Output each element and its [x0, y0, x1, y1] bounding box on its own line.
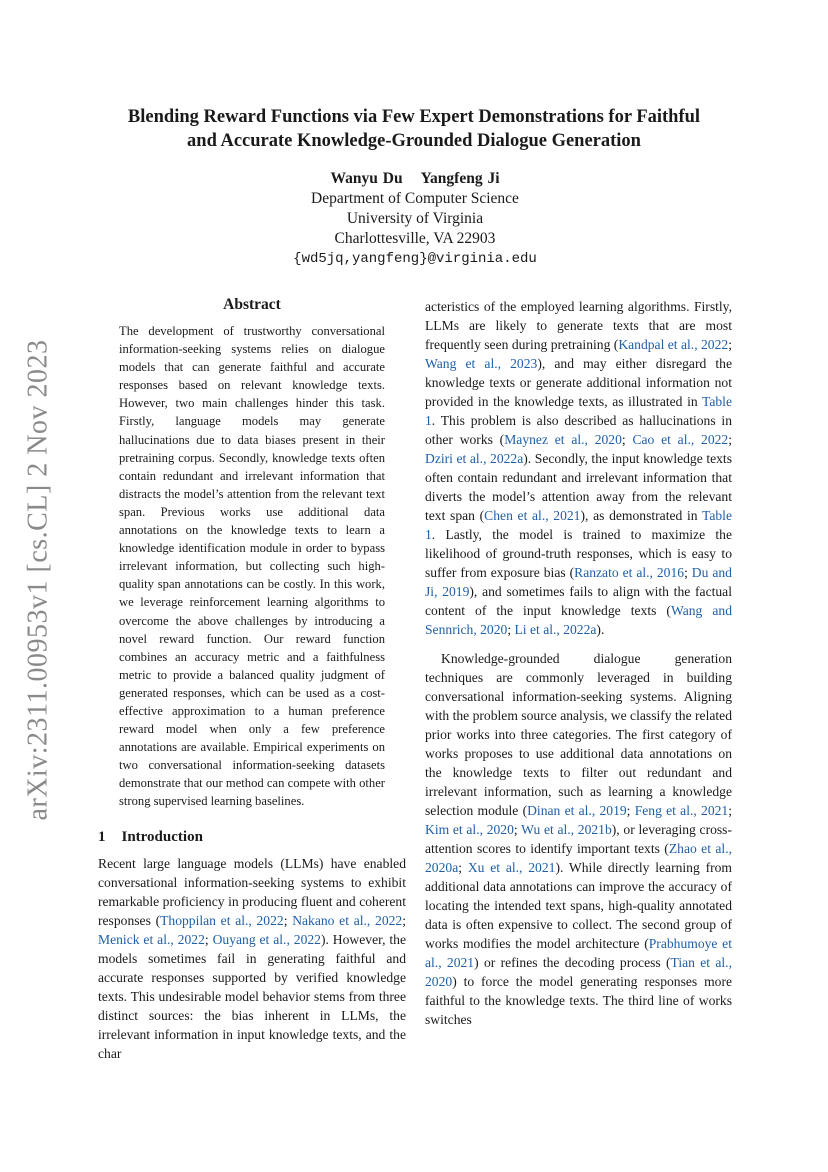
text-run: ; [513, 822, 522, 837]
text-run: ; [507, 622, 515, 637]
citation-link[interactable]: Menick et al., 2022 [98, 931, 205, 947]
arxiv-identifier: arXiv:2311.00953v1 [cs.CL] 2 Nov 2023 [22, 339, 53, 821]
text-run: acteristics of the employed learning algorithms. Firstly, LLMs are likely to generate texts that are most frequently seen during pretraining ( [425, 299, 732, 352]
arxiv-identifier-stamp [18, 330, 58, 830]
citation-link[interactable]: Chen et al., 2021 [484, 508, 581, 523]
citation-link[interactable]: Kim et al., 2020 [425, 822, 514, 837]
citation-link[interactable]: Du and Ji, 2019 [425, 565, 732, 599]
citation-link[interactable]: Prabhumoye et al., 2021 [425, 936, 732, 970]
section-title: Introduction [121, 828, 203, 845]
table-reference-link[interactable]: Table 1 [425, 394, 732, 428]
citation-link[interactable]: Li et al., 2022a [514, 622, 597, 637]
text-run: Recent large language models (LLMs) have enabled conversational information-seeking systems to exhibit remarkable proficiency in producing fluent and coherent responses ( [98, 855, 406, 928]
citation-link[interactable]: Feng et al., 2021 [634, 803, 729, 818]
text-run: ; [204, 931, 213, 947]
citation-link[interactable]: Wang and Sennrich, 2020 [425, 603, 733, 637]
text-run: . This problem is also described as hallucinations in other works ( [425, 413, 732, 447]
text-run: ; [684, 565, 692, 580]
text-run: ; [728, 337, 732, 352]
text-run: ; [621, 432, 633, 447]
section-heading-introduction [98, 829, 406, 846]
text-run: ) to force the model generating responses more faithful to the knowledge texts. The third line of works switches [425, 974, 732, 1027]
text-run: ), or leveraging cross-attention scores to identify important texts ( [425, 822, 732, 856]
text-run: ; [458, 860, 468, 875]
text-run: ). [596, 622, 605, 637]
text-run: ), and may either disregard the knowledge texts or generate additional information not provided in the knowledge texts, as illustrated in [425, 356, 732, 409]
intro-paragraph-1-continued [425, 297, 732, 639]
intro-paragraph-1 [98, 854, 406, 1063]
text-run: ), and sometimes fails to align with the factual content of the input knowledge texts ( [425, 584, 732, 618]
section-number: 1 [98, 828, 106, 845]
right-column [425, 297, 732, 1029]
citation-link[interactable]: Dinan et al., 2019 [527, 803, 627, 818]
paper-title [60, 105, 768, 153]
citation-link[interactable]: Wu et al., 2021b [521, 822, 612, 837]
author-1: Wanyu Du [330, 170, 403, 187]
text-run: ; [728, 803, 732, 818]
citation-link[interactable]: Zhao et al., 2020a [425, 841, 732, 875]
author-university: University of Virginia [346, 210, 484, 227]
author-location: Charlottesville, VA 22903 [334, 230, 496, 247]
text-run: . Lastly, the model is trained to maximize the likelihood of ground-truth responses, which is easy to suffer from exposure bias ( [425, 527, 732, 580]
intro-paragraph-2 [425, 649, 732, 1029]
title-line-1: Blending Reward Functions via Few Expert Demonstrations for Faithful [127, 107, 701, 127]
citation-link[interactable]: Ouyang et al., 2022 [212, 931, 321, 947]
author-names [260, 169, 570, 189]
text-run: ), as demonstrated in [580, 508, 702, 523]
citation-link[interactable]: Tian et al., 2020 [425, 955, 732, 989]
text-run: ). However, the models sometimes fail in generating faithful and accurate responses supported by verified knowledge texts. This undesirable model behavior stems from three distinct sources: the bias inherent in LLMs, the irrelevant information in input knowledge texts, and the char [98, 931, 407, 1061]
author-block [260, 169, 570, 269]
citation-link[interactable]: Thoppilan et al., 2022 [160, 912, 284, 928]
citation-link[interactable]: Wang et al., 2023 [425, 356, 538, 371]
text-run: ) or refines the decoding process ( [474, 955, 671, 970]
text-run: ; [626, 803, 635, 818]
text-run: ; [402, 912, 406, 928]
table-reference-link[interactable]: Table 1 [425, 508, 732, 542]
citation-link[interactable]: Maynez et al., 2020 [504, 432, 622, 447]
text-run: ). Secondly, the input knowledge texts often contain redundant and irrelevant information that diverts the model’s attention away from the relevant text span ( [425, 451, 732, 523]
text-run: ; [728, 432, 732, 447]
citation-link[interactable]: Kandpal et al., 2022 [618, 337, 729, 352]
abstract-heading: Abstract [223, 296, 281, 313]
author-department: Department of Computer Science [311, 190, 519, 207]
citation-link[interactable]: Dziri et al., 2022a [425, 451, 524, 466]
author-2: Yangfeng Ji [420, 170, 500, 187]
author-email: {wd5jq,yangfeng}@virginia.edu [293, 251, 537, 267]
citation-link[interactable]: Xu et al., 2021 [467, 860, 556, 875]
text-run: ; [283, 912, 293, 928]
text-run: Knowledge-grounded dialogue generation techniques are commonly leveraged in building conversational information-seeking systems. Aligning with the problem source analysis, we classify the related prior works into three categories. The first category of works proposes to use additional data annotations on the knowledge texts to filter out redundant and irrelevant information, such as learning a knowledge selection module ( [425, 651, 732, 818]
citation-link[interactable]: Ranzato et al., 2016 [574, 565, 685, 580]
title-line-2: and Accurate Knowledge-Grounded Dialogue Generation [187, 131, 641, 151]
text-run: ). While directly learning from additional data annotations can improve the accuracy of locating the intended text spans, high-quality annotated data is often expensive to collect. The second group of works modifies the model architecture ( [425, 860, 732, 951]
left-column [98, 296, 406, 1063]
abstract-text: The development of trustworthy conversational information-seeking systems relies on dialogue models that can generate faithful and accurate responses based on relevant knowledge texts. However, two main challenges hinder this task. Firstly, language models may generate hallucinations due to data biases present in their pretraining corpus. Secondly, knowledge texts often contain redundant and irrelevant information that distracts the model’s attention from the relevant text span. Previous works use additional data annotations on the knowledge texts to learn a knowledge identification module in order to bypass irrelevant information, but collecting such high-quality span annotations can be costly. In this work, we leverage reinforcement learning algorithms to overcome the above challenges by introducing a novel reward function. Our reward function combines an accuracy metric and a faithfulness metric to provide a balanced quality judgment of generated responses, which can be used as a cost-effective approximation to a human preference reward model when only a few preference annotations are available. Empirical experiments on two conversational information-seeking datasets demonstrate that our method can compete with other strong supervised learning baselines. [119, 324, 385, 809]
citation-link[interactable]: Cao et al., 2022 [632, 432, 729, 447]
citation-link[interactable]: Nakano et al., 2022 [292, 912, 403, 928]
